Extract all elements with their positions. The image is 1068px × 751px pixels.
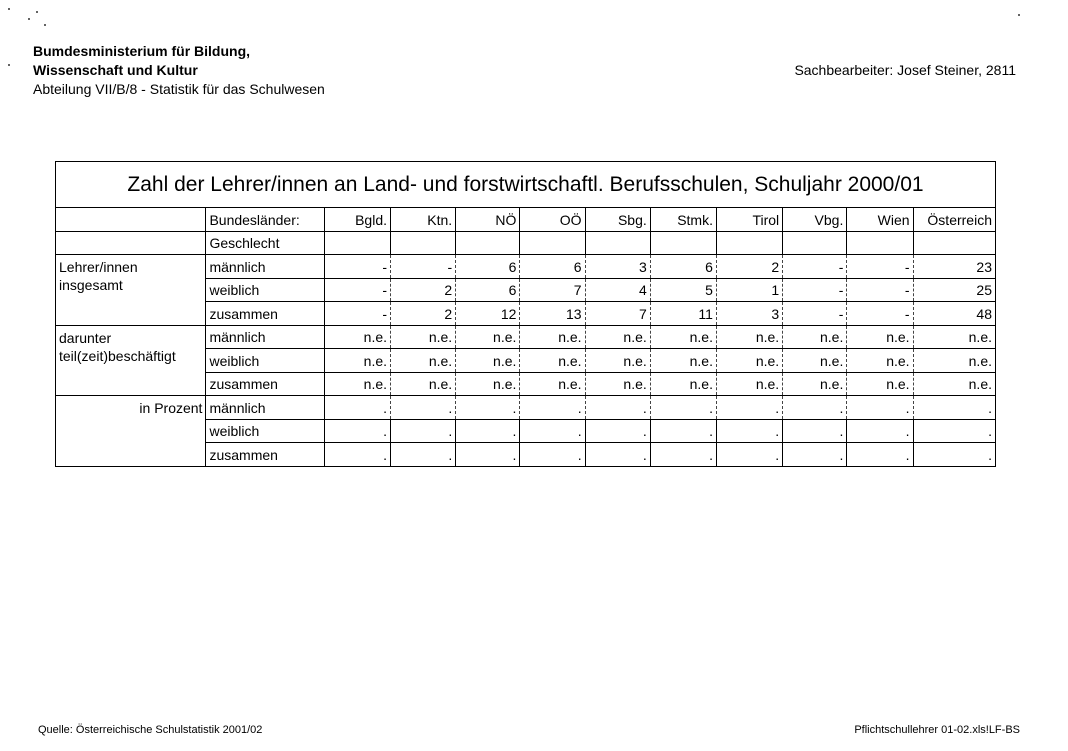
empty-cell: [324, 231, 390, 255]
value-cell: n.e.: [391, 325, 456, 349]
gender-cell: weiblich: [206, 278, 324, 302]
value-cell: .: [650, 443, 716, 467]
group-label-line2: teil(zeit)beschäftigt: [56, 349, 206, 373]
value-cell: .: [847, 396, 913, 420]
group-label-line1: darunter: [56, 325, 206, 349]
ministry-line-1: Bumdesministerium für Bildung,: [33, 43, 251, 59]
value-cell: -: [783, 255, 847, 279]
scan-speck: [36, 11, 38, 13]
file-reference: Pflichtschullehrer 01-02.xls!LF-BS: [854, 724, 1020, 736]
value-cell: n.e.: [783, 349, 847, 373]
scan-speck: [8, 64, 10, 66]
value-cell: .: [847, 443, 913, 467]
value-cell: .: [324, 443, 390, 467]
scan-speck: [28, 18, 30, 20]
value-cell: .: [783, 443, 847, 467]
table-row: [56, 396, 996, 420]
statistics-table: [55, 161, 996, 467]
scan-speck: [8, 8, 10, 10]
value-cell: .: [324, 419, 390, 443]
letterhead: [33, 42, 325, 99]
value-cell: n.e.: [324, 372, 390, 396]
value-cell: n.e.: [650, 325, 716, 349]
gender-cell: männlich: [206, 396, 324, 420]
group-label-line1: Lehrer/innen: [56, 255, 206, 279]
value-cell: n.e.: [783, 372, 847, 396]
column-header-row: [56, 208, 996, 232]
value-cell: n.e.: [716, 325, 782, 349]
value-cell: .: [520, 396, 585, 420]
column-header: Bgld.: [324, 208, 390, 232]
value-cell: 3: [585, 255, 650, 279]
scan-speck: [1018, 14, 1020, 16]
gender-cell: zusammen: [206, 302, 324, 326]
value-cell: n.e.: [520, 349, 585, 373]
column-header: OÖ: [520, 208, 585, 232]
table-row: [56, 372, 996, 396]
value-cell: n.e.: [913, 349, 995, 373]
table-row: [56, 325, 996, 349]
value-cell: 2: [716, 255, 782, 279]
value-cell: -: [783, 278, 847, 302]
value-cell: .: [847, 419, 913, 443]
gender-label: Geschlecht: [206, 231, 324, 255]
value-cell: 7: [585, 302, 650, 326]
value-cell: .: [391, 419, 456, 443]
empty-cell: [783, 231, 847, 255]
value-cell: 6: [650, 255, 716, 279]
value-cell: .: [456, 419, 520, 443]
table-title: Zahl der Lehrer/innen an Land- und forstwirtschaftl. Berufsschulen, Schuljahr 2000/01: [56, 162, 996, 208]
value-cell: n.e.: [650, 372, 716, 396]
gender-cell: zusammen: [206, 443, 324, 467]
value-cell: .: [585, 419, 650, 443]
value-cell: 12: [456, 302, 520, 326]
empty-cell: [456, 231, 520, 255]
value-cell: n.e.: [324, 349, 390, 373]
group-label-line2: insgesamt: [56, 278, 206, 302]
value-cell: 23: [913, 255, 995, 279]
column-header: Tirol: [716, 208, 782, 232]
value-cell: -: [324, 302, 390, 326]
empty-cell: [650, 231, 716, 255]
value-cell: n.e.: [456, 349, 520, 373]
empty-cell: [56, 372, 206, 396]
clerk-info: Sachbearbeiter: Josef Steiner, 2811: [794, 62, 1016, 78]
table-row: [56, 443, 996, 467]
empty-cell: [585, 231, 650, 255]
value-cell: 11: [650, 302, 716, 326]
value-cell: .: [585, 443, 650, 467]
percent-label: in Prozent: [56, 396, 206, 420]
gender-cell: männlich: [206, 255, 324, 279]
value-cell: 2: [391, 302, 456, 326]
value-cell: n.e.: [456, 325, 520, 349]
value-cell: .: [456, 396, 520, 420]
value-cell: n.e.: [391, 372, 456, 396]
value-cell: 2: [391, 278, 456, 302]
empty-cell: [56, 231, 206, 255]
value-cell: .: [716, 396, 782, 420]
value-cell: n.e.: [391, 349, 456, 373]
empty-cell: [56, 302, 206, 326]
value-cell: 6: [520, 255, 585, 279]
column-header: Wien: [847, 208, 913, 232]
gender-cell: zusammen: [206, 372, 324, 396]
value-cell: .: [391, 443, 456, 467]
value-cell: 3: [716, 302, 782, 326]
column-header: Sbg.: [585, 208, 650, 232]
value-cell: n.e.: [520, 325, 585, 349]
value-cell: 25: [913, 278, 995, 302]
column-header: Vbg.: [783, 208, 847, 232]
value-cell: .: [650, 396, 716, 420]
table-row: [56, 302, 996, 326]
value-cell: .: [716, 443, 782, 467]
value-cell: 13: [520, 302, 585, 326]
value-cell: .: [913, 396, 995, 420]
value-cell: .: [585, 396, 650, 420]
gender-cell: weiblich: [206, 349, 324, 373]
value-cell: 48: [913, 302, 995, 326]
value-cell: n.e.: [847, 372, 913, 396]
empty-cell: [716, 231, 782, 255]
value-cell: .: [783, 396, 847, 420]
gender-cell: weiblich: [206, 419, 324, 443]
value-cell: n.e.: [716, 349, 782, 373]
value-cell: -: [847, 255, 913, 279]
gender-cell: männlich: [206, 325, 324, 349]
table-row: [56, 349, 996, 373]
empty-cell: [520, 231, 585, 255]
empty-cell: [56, 443, 206, 467]
value-cell: .: [913, 443, 995, 467]
scan-speck: [44, 24, 46, 26]
value-cell: .: [650, 419, 716, 443]
column-header: Stmk.: [650, 208, 716, 232]
value-cell: n.e.: [913, 325, 995, 349]
empty-cell: [847, 231, 913, 255]
empty-cell: [391, 231, 456, 255]
value-cell: n.e.: [913, 372, 995, 396]
value-cell: 1: [716, 278, 782, 302]
value-cell: 5: [650, 278, 716, 302]
value-cell: n.e.: [650, 349, 716, 373]
department-line: Abteilung VII/B/8 - Statistik für das Schulwesen: [33, 81, 325, 97]
value-cell: -: [324, 255, 390, 279]
value-cell: .: [783, 419, 847, 443]
corner-cell: [56, 208, 206, 232]
value-cell: -: [847, 278, 913, 302]
gender-header-row: [56, 231, 996, 255]
value-cell: -: [391, 255, 456, 279]
value-cell: 4: [585, 278, 650, 302]
value-cell: n.e.: [456, 372, 520, 396]
value-cell: .: [391, 396, 456, 420]
value-cell: -: [324, 278, 390, 302]
value-cell: n.e.: [716, 372, 782, 396]
value-cell: n.e.: [585, 349, 650, 373]
statistics-table-container: [55, 161, 996, 467]
value-cell: .: [520, 419, 585, 443]
value-cell: .: [324, 396, 390, 420]
value-cell: n.e.: [847, 325, 913, 349]
value-cell: .: [716, 419, 782, 443]
value-cell: n.e.: [847, 349, 913, 373]
value-cell: -: [783, 302, 847, 326]
value-cell: 6: [456, 255, 520, 279]
value-cell: n.e.: [783, 325, 847, 349]
states-label: Bundesländer:: [206, 208, 324, 232]
value-cell: n.e.: [520, 372, 585, 396]
value-cell: 7: [520, 278, 585, 302]
table-row: [56, 278, 996, 302]
value-cell: -: [847, 302, 913, 326]
value-cell: .: [456, 443, 520, 467]
column-header: Ktn.: [391, 208, 456, 232]
value-cell: n.e.: [324, 325, 390, 349]
empty-cell: [913, 231, 995, 255]
value-cell: n.e.: [585, 325, 650, 349]
ministry-line-2: Wissenschaft und Kultur: [33, 62, 198, 78]
source-note: Quelle: Österreichische Schulstatistik 2001/02: [38, 724, 263, 736]
empty-cell: [56, 419, 206, 443]
table-row: [56, 419, 996, 443]
table-row: [56, 255, 996, 279]
value-cell: .: [520, 443, 585, 467]
value-cell: 6: [456, 278, 520, 302]
column-header: Österreich: [913, 208, 995, 232]
value-cell: .: [913, 419, 995, 443]
column-header: NÖ: [456, 208, 520, 232]
value-cell: n.e.: [585, 372, 650, 396]
